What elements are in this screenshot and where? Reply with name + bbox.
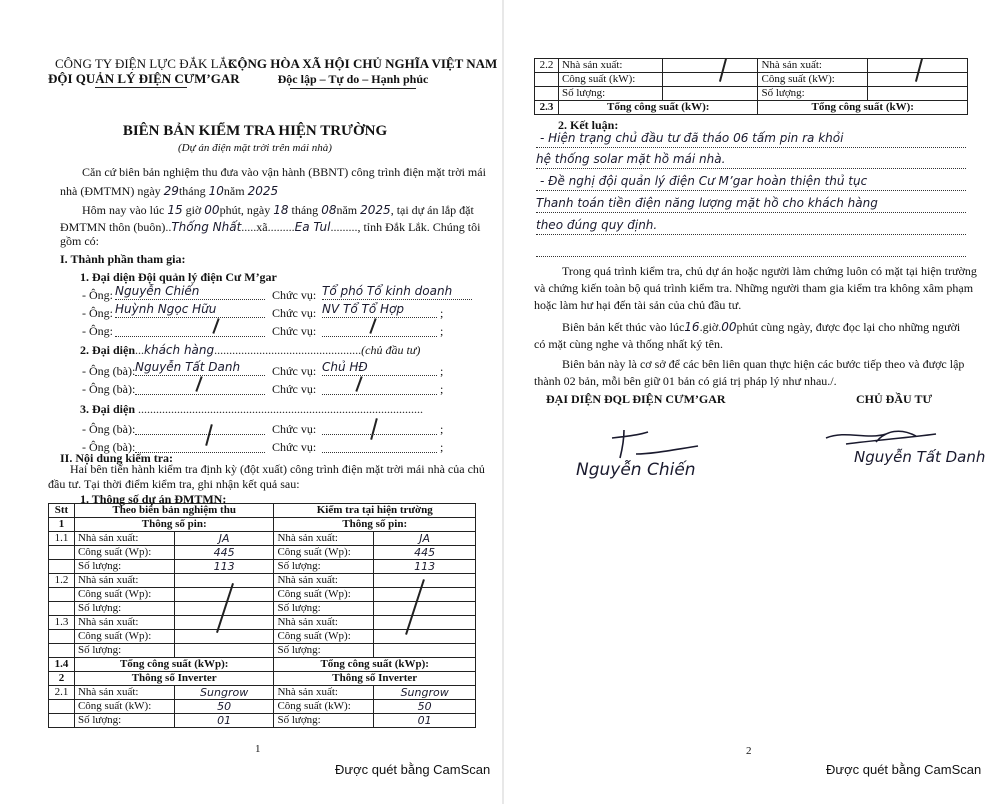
- field-label: Nhà sản xuất:: [758, 59, 868, 73]
- section-label: Tổng công suất (kW):: [758, 101, 968, 115]
- field-label: Nhà sản xuất:: [74, 616, 174, 630]
- field-value: [374, 644, 476, 658]
- row-number: 2.1: [49, 686, 75, 700]
- section-label: Thông số pin:: [74, 518, 274, 532]
- row-number: 1.1: [49, 532, 75, 546]
- field-label: Số lượng:: [558, 87, 662, 101]
- field-value: 445: [174, 546, 274, 560]
- table-row: [49, 560, 476, 574]
- field-value: [374, 588, 476, 602]
- conclusion-line-3: - Đề nghị đội quản lý điện Cư M’gar hoàn thiện thủ tục: [536, 174, 966, 191]
- field-value: [374, 630, 476, 644]
- para-1b: và chứng kiến toàn bộ quá trình kiểm tra. Những người tham gia kiểm tra không xâm phạm: [534, 281, 974, 295]
- table-row: [49, 658, 476, 672]
- page-number-1: 1: [255, 743, 261, 755]
- signature-left-mark: [602, 424, 702, 464]
- field-label: Nhà sản xuất:: [74, 574, 174, 588]
- table-row: [49, 546, 476, 560]
- cust1-name: Nguyễn Tất Danh: [135, 360, 265, 376]
- field-value: 01: [374, 714, 476, 728]
- row-number: [535, 87, 559, 101]
- strike-mark: [370, 418, 378, 440]
- document-page-2: [506, 0, 1000, 804]
- section-2-text-2: đầu tư. Tại thời điểm kiểm tra, ghi nhận kết quả sau:: [48, 477, 300, 491]
- intro-line-4: ĐMTMN thôn (buôn)..Thống Nhất.....xã.........Ea Tul........., tỉnh Đắk Lắk. Chúng tôi: [60, 220, 481, 234]
- strike-mark: [205, 424, 213, 446]
- field-label: Nhà sản xuất:: [558, 59, 662, 73]
- cust1-position: Chủ HĐ: [322, 360, 437, 376]
- field-label: Số lượng:: [74, 714, 174, 728]
- table-row: [49, 532, 476, 546]
- field-value: [174, 644, 274, 658]
- table-row: [49, 686, 476, 700]
- field-value: [174, 630, 274, 644]
- field-value: 113: [174, 560, 274, 574]
- field-value: [174, 588, 274, 602]
- intro-line-1: Căn cứ biên bản nghiệm thu đưa vào vận hành (BBNT) công trình điện mặt trời mái: [82, 165, 486, 179]
- rep2-position: NV Tổ Tổ Hợp: [322, 302, 437, 318]
- signature-left-name: Nguyễn Chiến: [576, 460, 696, 480]
- field-label: Nhà sản xuất:: [274, 686, 374, 700]
- header-underline-right: [290, 88, 416, 89]
- field-label: Số lượng:: [274, 714, 374, 728]
- field-label: Nhà sản xuất:: [74, 686, 174, 700]
- table-row: [49, 588, 476, 602]
- rep3-position-blank: [322, 336, 437, 337]
- table-row: [49, 574, 476, 588]
- document-title: BIÊN BẢN KIỂM TRA HIỆN TRƯỜNG: [122, 123, 388, 139]
- para-2a: Biên bản kết thúc vào lúc16.giờ.00phút cùng ngày, được đọc lại cho những người: [562, 320, 961, 334]
- table-header-row: Stt Theo biên bản nghiệm thu Kiểm tra tại hiện trường: [49, 504, 476, 518]
- field-value: [174, 616, 274, 630]
- cust1-position-label: Chức vụ:: [272, 364, 317, 378]
- header-underline-left: [95, 87, 187, 88]
- conclusion-line-blank: [536, 256, 966, 257]
- section-label: Thông số Inverter: [74, 672, 274, 686]
- rep2-name: Huỳnh Ngọc Hữu: [115, 302, 265, 318]
- field-label: Số lượng:: [274, 602, 374, 616]
- field-value: [174, 574, 274, 588]
- field-value: 445: [374, 546, 476, 560]
- section-2-1-heading: 1. Thông số dự án ĐMTMN:: [80, 492, 227, 506]
- signature-right-title: CHỦ ĐẦU TƯ: [856, 392, 933, 406]
- field-value: [662, 87, 758, 101]
- strike-mark: [212, 318, 219, 334]
- rep2-label: - Ông:: [82, 306, 113, 320]
- conclusion-heading: 2. Kết luận:: [558, 118, 619, 132]
- field-value: [662, 73, 758, 87]
- signature-right-name: Nguyễn Tất Danh: [854, 448, 986, 466]
- row-number: [49, 560, 75, 574]
- field-label: Công suất (kW):: [758, 73, 868, 87]
- row-number: [49, 630, 75, 644]
- table-row: [535, 59, 968, 73]
- row-number: [49, 700, 75, 714]
- rep3-name-blank: [115, 336, 265, 337]
- para-1a: Trong quá trình kiểm tra, chủ dự án hoặc người làm chứng luôn có mặt tại hiện trường: [562, 264, 977, 278]
- rep1-position-label: Chức vụ:: [272, 288, 317, 302]
- section-label: Tổng công suất (kW):: [558, 101, 758, 115]
- row-number: 1: [49, 518, 75, 532]
- section-2-heading: II. Nội dung kiểm tra:: [60, 451, 174, 465]
- header-team: ĐỘI QUẢN LÝ ĐIỆN CƯM’GAR: [48, 71, 240, 86]
- field-value: Sungrow: [174, 686, 274, 700]
- table-row: [535, 87, 968, 101]
- section-1-1-heading: 1. Đại diện Đội quản lý điện Cư M’gar: [80, 270, 277, 284]
- rep3-position-label: Chức vụ:: [272, 324, 317, 338]
- camscanner-watermark-1: Được quét bằng CamScan: [335, 762, 491, 777]
- document-subtitle: (Dự án điện mặt trời trên mái nhà): [178, 142, 332, 154]
- rep3-label: - Ông:: [82, 324, 113, 338]
- para-3a: Biên bản này là cơ sở để các bên liên quan thực hiện các bước tiếp theo và được lập: [562, 357, 965, 371]
- camscanner-watermark-2: Được quét bằng CamScan: [826, 762, 982, 777]
- table-row: [49, 672, 476, 686]
- table-row: [49, 644, 476, 658]
- section-1-2-heading: 2. Đại diện...khách hàng.................................................(chủ đầu tư): [80, 343, 421, 357]
- intro-line-2: nhà (ĐMTMN) ngày 29tháng 10năm 2025: [60, 184, 279, 198]
- row-number: [535, 73, 559, 87]
- field-value: [374, 616, 476, 630]
- inverter-parameters-table: [534, 58, 968, 115]
- document-page-1: CÔNG TY ĐIỆN LỰC ĐẮK LẮK ĐỘI QUẢN LÝ ĐIỆN CƯM’GAR CỘNG HÒA XÃ HỘI CHỦ NGHĨA VIỆT NAM Độc lập – Tự do – Hạnh phúc BIÊN BẢN KIỂM TRA HIỆN TRƯỜNG (Dự án điện mặt trời trên mái nhà) Căn cứ biên bản nghiệm thu đưa vào vận hành (BBNT) công trình điện mặt trời mái nhà (ĐMTMN) ngày 29tháng 10năm 2025 Hôm nay vào lúc 15 giờ 00phút, ngày 18 tháng 08năm 2025, tại dự án lắp đặt ĐMTMN thôn (buôn)..Thống Nhất.....xã.........Ea Tul........., tỉnh Đắk Lắk. Chúng tôi gồm có: I. Thành phần tham gia: 1. Đại diện Đội quản lý điện Cư M’gar - Ông: Nguyễn Chiến Chức vụ: Tổ phó Tổ kinh doanh - Ông: Huỳnh Ngọc Hữu Chức vụ: NV Tổ Tổ Hợp ; - Ông: Chức vụ: ; 2. Đại diện...khách hàng.................................................(chủ đầu tư) - Ông (bà): Nguyễn Tất Danh Chức vụ: Chủ HĐ ; - Ông (bà): Chức vụ: ; 3. Đại diện ............................................................................................... - Ông (bà): Chức vụ: ; - Ông (bà): Chức vụ: ; II. Nội dung kiểm tra: Hai bên tiến hành kiểm tra định kỳ (đột xuất) công trình điện mặt trời mái nhà của chủ đầu tư. Tại thời điểm kiểm tra, ghi nhận kết quả sau: 1. Thông số dự án ĐMTMN: Stt Theo biên bản nghiệm thu Kiểm tra tại hiện trường 1 Thông số pin: Thông số pin: 1.1 Nhà sản xuất: JA Nhà sản xuất: JA Công suất (Wp): 445 Công suất (Wp): 445 Số lượng: 113 Số lượng: 113 1.2 Nhà sản xuất: Nhà sản xuất: Công suất (Wp): Công suất (Wp): Số lượng: Số lượng: 1.3 Nhà sản xuất: Nhà sản xuất: Công suất (Wp): Công suất (Wp): Số lượng: Số lượng: 1.4 Tổng công suất (kWp): Tổng công suất (kWp): 2 Thông số Inverter Thông số Inverter 2.1 Nhà sản xuất: Sungrow Nhà sản xuất: Sungrow Công suất (kW): 50 Công suất (kW): 50 Số lượng: 01 Số lượng: 01 1 Được quét bằng CamScan: [0, 0, 500, 804]
- field-label: Công suất (Wp):: [274, 588, 374, 602]
- conclusion-line-2: hệ thống solar mặt hồ mái nhà.: [536, 152, 966, 169]
- row-number: [49, 588, 75, 602]
- field-label: Công suất (Wp):: [74, 588, 174, 602]
- header-company: CÔNG TY ĐIỆN LỰC ĐẮK LẮK: [55, 56, 238, 71]
- strike-mark: [195, 376, 202, 392]
- field-label: Công suất (kW):: [558, 73, 662, 87]
- field-label: Số lượng:: [74, 560, 174, 574]
- field-label: Nhà sản xuất:: [274, 616, 374, 630]
- field-label: Công suất (kW):: [274, 700, 374, 714]
- field-label: Số lượng:: [74, 644, 174, 658]
- field-value: [374, 602, 476, 616]
- conclusion-line-5: theo đúng quy định.: [536, 218, 966, 235]
- field-value: [662, 59, 758, 73]
- field-label: Công suất (kW):: [74, 700, 174, 714]
- para-3b: thành 02 bản, mỗi bên giữ 01 bản có giá trị pháp lý như nhau./.: [534, 374, 837, 388]
- table-row: [535, 101, 968, 115]
- row-number: 2: [49, 672, 75, 686]
- field-label: Công suất (Wp):: [274, 630, 374, 644]
- field-label: Số lượng:: [274, 644, 374, 658]
- handwritten-month: 10: [208, 184, 224, 198]
- header-motto: Độc lập – Tự do – Hạnh phúc: [277, 72, 429, 86]
- cust2-label: - Ông (bà):: [82, 382, 136, 396]
- field-value: 50: [174, 700, 274, 714]
- section-1-heading: I. Thành phần tham gia:: [60, 252, 186, 266]
- field-label: Công suất (Wp):: [274, 546, 374, 560]
- field-label: Công suất (Wp):: [74, 546, 174, 560]
- row-number: [49, 714, 75, 728]
- rep1-label: - Ông:: [82, 288, 113, 302]
- row-number: 1.3: [49, 616, 75, 630]
- row-number: 2.2: [535, 59, 559, 73]
- handwritten-day: 29: [163, 184, 179, 198]
- table-row: [49, 518, 476, 532]
- field-value: 01: [174, 714, 274, 728]
- field-label: Công suất (Wp):: [74, 630, 174, 644]
- table-row: [535, 73, 968, 87]
- table-row: [49, 700, 476, 714]
- field-label: Nhà sản xuất:: [274, 574, 374, 588]
- field-label: Số lượng:: [74, 602, 174, 616]
- row-number: [49, 644, 75, 658]
- field-value: 50: [374, 700, 476, 714]
- field-label: Số lượng:: [758, 87, 868, 101]
- intro-line-3: Hôm nay vào lúc 15 giờ 00phút, ngày 18 tháng 08năm 2025, tại dự án lắp đặt: [82, 203, 474, 217]
- rep-other-2-label: - Ông (bà):: [82, 440, 136, 454]
- rep1-name: Nguyễn Chiến: [115, 284, 265, 300]
- field-label: Nhà sản xuất:: [74, 532, 174, 546]
- signature-left-title: ĐẠI DIỆN ĐQL ĐIỆN CƯM’GAR: [546, 392, 726, 406]
- field-value: JA: [374, 532, 476, 546]
- section-label: Tổng công suất (kWp):: [74, 658, 274, 672]
- row-number: [49, 546, 75, 560]
- section-label: Thông số Inverter: [274, 672, 476, 686]
- row-number: 2.3: [535, 101, 559, 115]
- intro-line-5: gồm có:: [60, 234, 99, 248]
- field-value: [868, 87, 968, 101]
- para-2d: có mặt cùng nghe và thống nhất ký tên.: [534, 337, 723, 351]
- field-label: Nhà sản xuất:: [274, 532, 374, 546]
- handwritten-year: 2025: [247, 184, 279, 198]
- header-republic: CỘNG HÒA XÃ HỘI CHỦ NGHĨA VIỆT NAM: [228, 56, 498, 71]
- table-row: [49, 714, 476, 728]
- field-label: Số lượng:: [274, 560, 374, 574]
- field-value: Sungrow: [374, 686, 476, 700]
- field-value: 113: [374, 560, 476, 574]
- section-label: Thông số pin:: [274, 518, 476, 532]
- section-2-text-1: Hai bên tiến hành kiểm tra định kỳ (đột xuất) công trình điện mặt trời mái nhà của chủ: [70, 462, 485, 476]
- para-1c: hoặc làm hư hại đến tài sản của chủ đầu tư.: [534, 298, 742, 312]
- rep1-position: Tổ phó Tổ kinh doanh: [322, 284, 472, 300]
- table-row: [49, 630, 476, 644]
- page-divider: [502, 0, 504, 804]
- row-number: [49, 602, 75, 616]
- conclusion-line-1: - Hiện trạng chủ đầu tư đã tháo 06 tấm pin ra khỏi: [536, 131, 966, 148]
- row-number: 1.4: [49, 658, 75, 672]
- page-number-2: 2: [746, 745, 752, 757]
- strike-mark: [369, 318, 376, 334]
- conclusion-line-4: Thanh toán tiền điện năng lượng mặt hồ cho khách hàng: [536, 196, 966, 213]
- rep2-position-label: Chức vụ:: [272, 306, 317, 320]
- section-1-3-heading: 3. Đại diện ...............................................................................................: [80, 402, 424, 416]
- rep-other-1-label: - Ông (bà):: [82, 422, 136, 436]
- field-value: JA: [174, 532, 274, 546]
- strike-mark: [355, 376, 362, 392]
- cust1-label: - Ông (bà):: [82, 364, 136, 378]
- row-number: 1.2: [49, 574, 75, 588]
- section-label: Tổng công suất (kWp):: [274, 658, 476, 672]
